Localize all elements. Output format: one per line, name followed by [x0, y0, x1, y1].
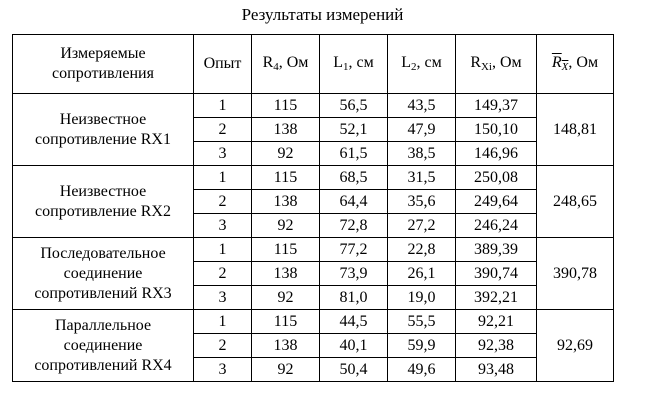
rx-cell: 93,48: [456, 358, 537, 382]
l1-cell: 56,5: [320, 94, 388, 118]
l2-cell: 38,5: [388, 142, 456, 166]
l2-cell: 55,5: [388, 310, 456, 334]
trial-cell: 3: [194, 214, 252, 238]
trial-cell: 1: [194, 310, 252, 334]
group-label-rx2: Неизвестное сопротивление RX2: [13, 166, 194, 238]
l1-cell: 40,1: [320, 334, 388, 358]
results-table: [12, 34, 614, 382]
r4-cell: 138: [252, 262, 320, 286]
header-measured-line1: Измеряемые: [60, 45, 146, 62]
l1-cell: 77,2: [320, 238, 388, 262]
l1-cell: 81,0: [320, 286, 388, 310]
table-caption: Результаты измерений: [241, 5, 404, 24]
l2-cell: 27,2: [388, 214, 456, 238]
rx-cell: 246,24: [456, 214, 537, 238]
table-row: [13, 238, 614, 262]
trial-cell: 2: [194, 262, 252, 286]
header-l2: $L_2$, см: [388, 35, 456, 94]
r4-cell: 92: [252, 286, 320, 310]
header-trial: Опыт: [194, 35, 252, 94]
l1-cell: 72,8: [320, 214, 388, 238]
r4-cell: 92: [252, 214, 320, 238]
l2-cell: 43,5: [388, 94, 456, 118]
header-average-rx: RX, Ом: [537, 35, 614, 94]
r4-cell: 115: [252, 310, 320, 334]
r4-cell: 92: [252, 358, 320, 382]
rx-cell: 250,08: [456, 166, 537, 190]
table-row: [13, 310, 614, 334]
header-rxi: $R_{Xi}$, Ом: [456, 35, 537, 94]
l1-cell: 64,4: [320, 190, 388, 214]
rx-cell: 150,10: [456, 118, 537, 142]
header-measured-resistances: [13, 35, 194, 94]
r4-cell: 115: [252, 166, 320, 190]
l1-cell: 61,5: [320, 142, 388, 166]
l2-cell: 19,0: [388, 286, 456, 310]
l1-cell: 50,4: [320, 358, 388, 382]
l2-cell: 59,9: [388, 334, 456, 358]
rx-cell: 389,39: [456, 238, 537, 262]
rx-cell: 146,96: [456, 142, 537, 166]
group-label-rx3: Последовательное соединение сопротивлений RX3: [13, 238, 194, 310]
l2-cell: 22,8: [388, 238, 456, 262]
l1-cell: 68,5: [320, 166, 388, 190]
r4-cell: 138: [252, 118, 320, 142]
trial-cell: 1: [194, 238, 252, 262]
l1-cell: 73,9: [320, 262, 388, 286]
average-rx1: 148,81: [537, 94, 614, 166]
l2-cell: 35,6: [388, 190, 456, 214]
r4-cell: 138: [252, 190, 320, 214]
group-label-rx4: Параллельное соединение сопротивлений RX4: [13, 310, 194, 382]
rx-cell: 390,74: [456, 262, 537, 286]
trial-cell: 3: [194, 142, 252, 166]
l2-cell: 31,5: [388, 166, 456, 190]
rx-cell: 92,38: [456, 334, 537, 358]
trial-cell: 1: [194, 166, 252, 190]
r4-cell: 115: [252, 238, 320, 262]
table-row: [13, 94, 614, 118]
l2-cell: 49,6: [388, 358, 456, 382]
table-row: [13, 166, 614, 190]
average-rx4: 92,69: [537, 310, 614, 382]
l2-cell: 47,9: [388, 118, 456, 142]
average-rx3: 390,78: [537, 238, 614, 310]
group-label-rx1: Неизвестное сопротивление RX1: [13, 94, 194, 166]
trial-cell: 2: [194, 334, 252, 358]
rx-cell: 92,21: [456, 310, 537, 334]
rx-cell: 249,64: [456, 190, 537, 214]
l2-cell: 26,1: [388, 262, 456, 286]
header-row: [13, 35, 614, 94]
trial-cell: 2: [194, 118, 252, 142]
l1-cell: 44,5: [320, 310, 388, 334]
average-rx2: 248,65: [537, 166, 614, 238]
r4-cell: 115: [252, 94, 320, 118]
trial-cell: 3: [194, 358, 252, 382]
r4-cell: 92: [252, 142, 320, 166]
r4-cell: 138: [252, 334, 320, 358]
header-l1: $L_1$, см: [320, 35, 388, 94]
header-measured-line2: сопротивления: [52, 65, 154, 82]
trial-cell: 3: [194, 286, 252, 310]
trial-cell: 1: [194, 94, 252, 118]
rx-cell: 149,37: [456, 94, 537, 118]
trial-cell: 2: [194, 190, 252, 214]
rx-cell: 392,21: [456, 286, 537, 310]
l1-cell: 52,1: [320, 118, 388, 142]
header-r4: $R_4$, Ом: [252, 35, 320, 94]
